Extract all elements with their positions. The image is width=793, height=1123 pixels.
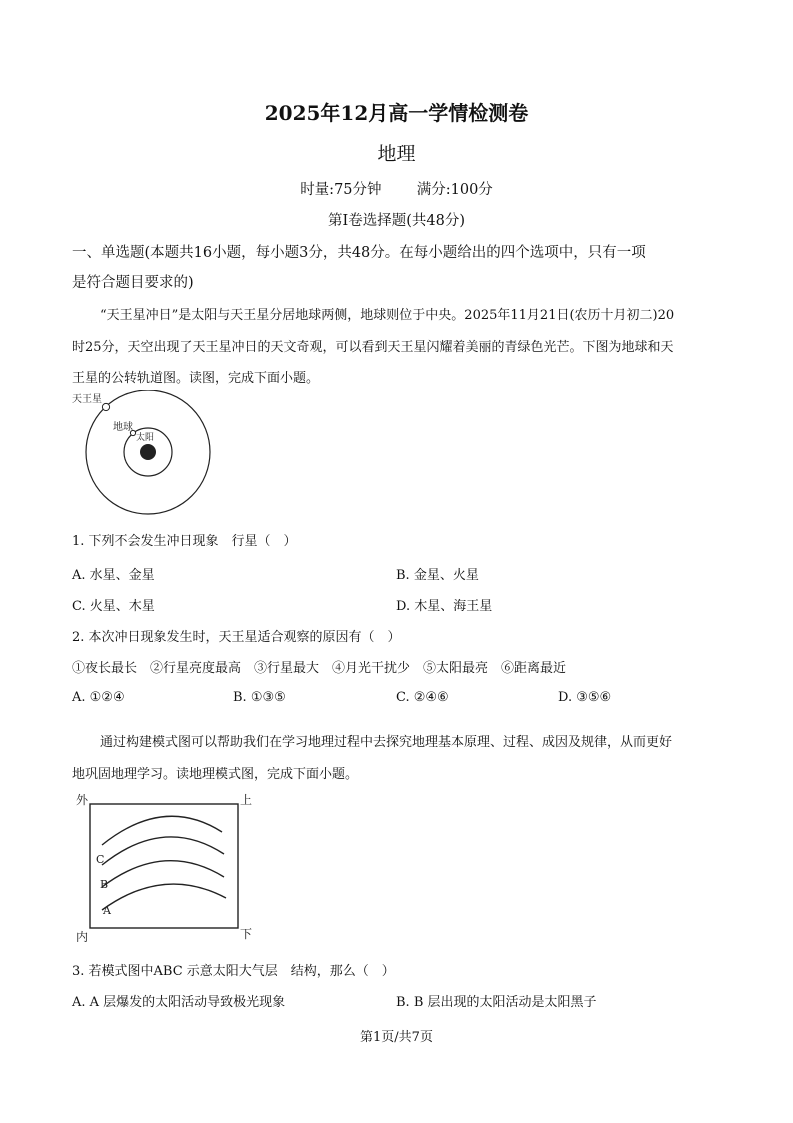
exam-meta — [0, 178, 793, 199]
sun-label: 太阳 — [136, 433, 155, 443]
uranus-label: 天王星 — [72, 394, 102, 405]
layer-label-b: B — [100, 878, 109, 891]
corner-outer: 外 — [76, 793, 89, 807]
q1-option-b: B. 金星、火星 — [396, 568, 479, 583]
exam-score: 满分:100分 — [416, 182, 493, 198]
q2-stem: 2. 本次冲日现象发生时，天王星适合观察的原因有（ ） — [72, 630, 401, 645]
passage1-line1: “天王星冲日”是太阳与天王星分居地球两侧，地球则位于中央。2025年11月21日(农历十月初二)20 — [100, 308, 675, 323]
q3-option-b: B. B 层出现的太阳活动是太阳黑子 — [396, 995, 597, 1010]
section-instruction-line2: 是符合题目要求的) — [72, 275, 194, 291]
part-title: 第Ⅰ卷选择题(共48分) — [328, 213, 465, 229]
q2-option-b: B. ①③⑤ — [233, 690, 286, 705]
passage2-line2: 地巩固地理学习。读地理模式图，完成下面小题。 — [72, 767, 359, 782]
layer-label-c: C — [96, 853, 105, 866]
arc-1 — [102, 816, 222, 845]
passage2-line1: 通过构建模式图可以帮助我们在学习地理过程中去探究地理基本原理、过程、成因及规律，从而更好 — [100, 735, 673, 750]
q1-option-c: C. 火星、木星 — [72, 599, 155, 614]
q1-stem: 1. 下列不会发生冲日现象 行星（ ） — [72, 534, 297, 549]
sun-dot — [140, 444, 156, 460]
corner-bottom: 下 — [240, 927, 253, 941]
q1-option-d: D. 木星、海王星 — [396, 599, 493, 614]
q2-items: ①夜长最长 ②行星亮度最高 ③行星最大 ④月光干扰少 ⑤太阳最亮 ⑥距离最近 — [72, 661, 567, 676]
layer-model-diagram — [72, 790, 262, 945]
q3-option-a: A. A 层爆发的太阳活动导致极光现象 — [72, 995, 286, 1010]
exam-time: 时量:75分钟 — [300, 182, 382, 198]
earth-label: 地球 — [113, 422, 133, 433]
section-instruction-line1: 一、单选题(本题共16小题，每小题3分，共48分。在每小题给出的四个选项中，只有一项 — [72, 245, 646, 261]
corner-top: 上 — [240, 793, 253, 807]
passage1-line3: 王星的公转轨道图。读图，完成下面小题。 — [72, 371, 320, 386]
corner-inner: 内 — [76, 930, 89, 944]
layer-label-a: A — [103, 904, 111, 917]
model-frame — [90, 804, 238, 928]
orbit-diagram — [70, 390, 220, 518]
arc-3 — [102, 861, 224, 887]
q2-option-d: D. ③⑤⑥ — [558, 690, 612, 705]
arc-4 — [102, 884, 226, 910]
uranus-dot — [102, 403, 109, 410]
exam-title: 2025年12月高一学情检测卷 — [264, 101, 529, 125]
passage1-line2: 时25分，天空出现了天王星冲日的天文奇观，可以看到天王星闪耀着美丽的青绿色光芒。下图为地球和天 — [72, 340, 674, 355]
q1-option-a: A. 水星、金星 — [72, 568, 155, 583]
q2-option-a: A. ①②④ — [72, 690, 125, 705]
subject-title: 地理 — [377, 143, 416, 165]
page-footer: 第1页/共7页 — [360, 1030, 433, 1045]
q2-option-c: C. ②④⑥ — [396, 690, 449, 705]
q3-stem: 3. 若模式图中ABC 示意太阳大气层 结构，那么（ ） — [72, 964, 395, 979]
